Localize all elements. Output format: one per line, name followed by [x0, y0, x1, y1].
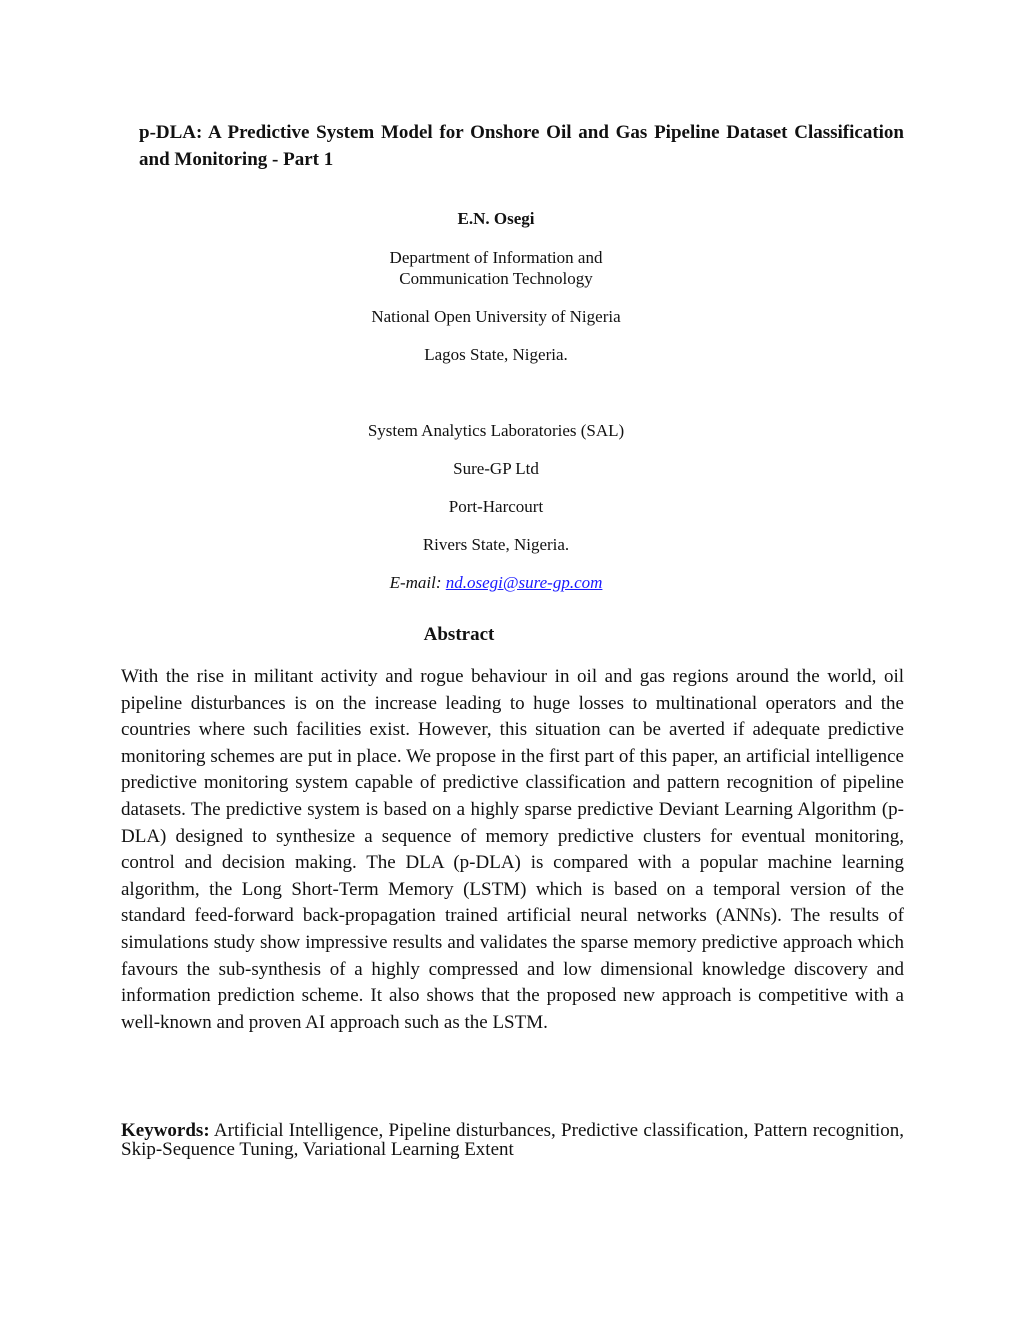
keywords-text: Artificial Intelligence, Pipeline disturbances, Predictive classification, Pattern recognition, Skip-Sequence Tuning, Variational Learning Extent — [121, 1120, 905, 1160]
email-label: E-mail: — [389, 573, 442, 592]
affiliation-location-1: Lagos State, Nigeria. — [424, 345, 568, 364]
affiliation-city: Port-Harcourt — [448, 497, 544, 516]
keywords-label: Keywords: — [121, 1120, 210, 1141]
affiliation-company: Sure-GP Ltd — [453, 459, 539, 478]
affiliation-university: National Open University of Nigeria — [371, 307, 621, 326]
affiliation-department-line2: Communication Technology — [399, 269, 593, 288]
email-link[interactable]: nd.osegi@sure-gp.com — [445, 573, 603, 592]
keywords-paragraph — [121, 1121, 904, 1159]
author-name: E.N. Osegi — [457, 209, 535, 228]
abstract-body: With the rise in militant activity and rogue behaviour in oil and gas regions around the world, oil pipeline disturbances is on the increase leading to huge losses to multinational operators and the countries where such facilities exist. However, this situation can be averted if adequate predictive monitoring schemes are put in place. We propose in the first part of this paper, an artificial intelligence predictive monitoring system capable of predictive classification and pattern recognition of pipeline datasets. The predictive system is based on a highly sparse predictive Deviant Learning Algorithm (p-DLA) designed to synthesize a sequence of memory predictive clusters for eventual monitoring, control and decision making. The DLA (p-DLA) is compared with a popular machine learning algorithm, the Long Short-Term Memory (LSTM) which is based on a temporal version of the standard feed-forward back-propagation trained artificial neural networks (ANNs). The results of simulations study show impressive results and validates the sparse memory predictive approach which favours the sub-synthesis of a highly compressed and low dimensional knowledge discovery and information prediction scheme. It also shows that the proposed new approach is competitive with a well-known and proven AI approach such as the LSTM. — [121, 666, 904, 1033]
abstract-heading: Abstract — [423, 624, 495, 645]
affiliation-location-2: Rivers State, Nigeria. — [422, 535, 570, 554]
affiliation-lab: System Analytics Laboratories (SAL) — [367, 421, 625, 440]
email-line — [0, 572, 992, 593]
paper-title: p-DLA: A Predictive System Model for Onshore Oil and Gas Pipeline Dataset Classification and Monitoring - Part 1 — [139, 122, 904, 170]
affiliation-department-line1: Department of Information and — [389, 248, 603, 267]
